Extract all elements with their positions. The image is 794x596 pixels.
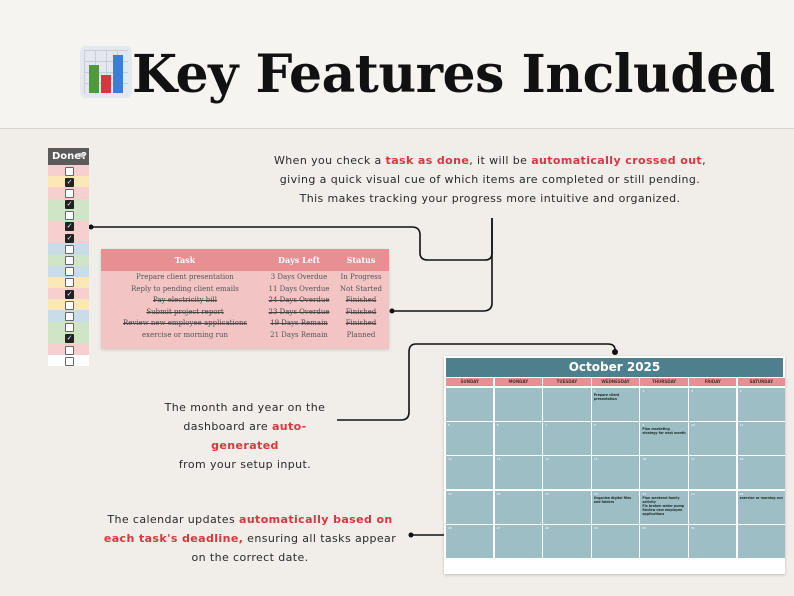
calendar-day-cell[interactable] — [495, 525, 542, 558]
calendar-date-number: 20 — [496, 491, 501, 496]
calendar-date-number: 4 — [739, 389, 742, 393]
header-days-left: Days Left — [278, 255, 320, 265]
calendar-date-number: 30 — [642, 525, 647, 530]
calendar-day-cell[interactable] — [640, 422, 687, 455]
calendar-date-number: 17 — [691, 457, 695, 462]
done-checkbox[interactable] — [65, 301, 74, 310]
done-checkbox[interactable]: ✓ — [66, 233, 73, 242]
auto-generated-description: The month and year on the dashboard are auto-generated from your setup input. — [164, 401, 326, 471]
header-task: Task — [174, 255, 196, 265]
calendar-event: Plan weekend family activity Fix broken water pump Review new employee applications — [642, 495, 685, 516]
cell-days: 24 Days Overdue — [268, 296, 330, 305]
cell-task: exercise or morning run — [141, 331, 228, 339]
checkbox-row — [48, 176, 89, 187]
calendar-day-header: SUNDAY — [446, 378, 493, 386]
done-checkbox[interactable]: ✓ — [66, 200, 73, 209]
cell-days: 3 Days Overdue — [270, 273, 328, 281]
calendar-day-header: SATURDAY — [738, 378, 785, 386]
calendar-day-cell[interactable] — [543, 456, 590, 489]
calendar-event: Organize digital files and folders — [593, 495, 632, 504]
calendar-day-cell[interactable] — [689, 491, 736, 524]
checkbox-row — [48, 243, 89, 254]
calendar-day-cell[interactable] — [640, 491, 687, 524]
table-row — [101, 284, 389, 296]
calendar-day-cell[interactable] — [495, 491, 542, 524]
cell-status: Finished — [345, 307, 377, 316]
done-checkbox[interactable] — [65, 312, 74, 321]
calendar-date-number: 19 — [448, 491, 452, 496]
calendar-day-cell[interactable] — [592, 491, 639, 524]
task-table-header — [101, 249, 389, 271]
checkbox-row — [48, 355, 89, 366]
calendar-date-number: 10 — [691, 423, 695, 428]
calendar-date-number: 13 — [496, 457, 501, 462]
done-column-header: Done? — [48, 148, 89, 165]
checkbox-row — [48, 210, 89, 221]
header-status: Status — [346, 255, 376, 265]
calendar-day-cell[interactable] — [689, 388, 736, 421]
calendar-event: exercise or morning run — [739, 495, 783, 500]
cell-task: Submit project report — [146, 307, 224, 316]
checkbox-row — [48, 299, 89, 310]
calendar-date-number: 14 — [545, 457, 550, 462]
done-checkbox[interactable] — [65, 256, 74, 265]
calendar-date-number: 6 — [496, 423, 499, 428]
checkbox-row — [48, 288, 89, 299]
calendar-day-cell[interactable] — [446, 525, 493, 558]
calendar-date-number: 26 — [448, 525, 452, 530]
calendar-date-number: 15 — [593, 457, 598, 462]
calendar-day-cell[interactable] — [738, 491, 785, 524]
calendar-day-cell[interactable] — [738, 422, 785, 455]
calendar-day-header: TUESDAY — [543, 378, 590, 386]
checkbox-row — [48, 199, 89, 210]
calendar-date-number: 1 — [593, 389, 596, 393]
table-row — [101, 272, 389, 284]
calendar-day-header: THURSDAY — [640, 378, 687, 386]
calendar-day-cell[interactable] — [640, 525, 687, 558]
calendar-date-number: 11 — [739, 423, 744, 428]
calendar-update-description: The calendar updates automatically based on each task's deadline, ensuring all tasks appear on the correct date. — [103, 513, 397, 564]
calendar-day-cell[interactable] — [543, 388, 590, 421]
calendar-date-number: 8 — [593, 423, 596, 428]
checkbox-row — [48, 344, 89, 355]
table-row — [101, 295, 389, 307]
checkbox-row — [48, 165, 89, 176]
calendar-date-number: 23 — [642, 491, 647, 496]
cell-status: Not Started — [340, 284, 382, 293]
done-checkbox[interactable] — [65, 357, 74, 366]
calendar-day-cell[interactable] — [738, 456, 785, 489]
crossed-out-description: When you check a task as done, it will be automatically crossed out, giving a quick visual cue of which items are completed or still pending. This makes tracking your progress more intuitive and organized. — [274, 154, 706, 205]
calendar-event: Plan marketing strategy for next month — [642, 427, 686, 436]
calendar-title: October 2025 — [446, 358, 783, 377]
calendar-day-cell[interactable] — [446, 388, 493, 421]
done-checkbox[interactable] — [65, 346, 74, 355]
calendar-day-cell[interactable] — [592, 422, 639, 455]
calendar-day-cell[interactable] — [495, 422, 542, 455]
calendar-date-number: 18 — [739, 457, 744, 462]
checkbox-row — [48, 322, 89, 333]
done-checkbox[interactable]: ✓ — [66, 334, 73, 343]
checkbox-row — [48, 187, 89, 198]
calendar-day-cell[interactable] — [446, 491, 493, 524]
done-checkbox[interactable] — [65, 323, 74, 332]
cell-task: Reply to pending client emails — [131, 284, 239, 293]
done-checkbox[interactable] — [65, 211, 74, 220]
calendar-day-header: WEDNESDAY — [592, 378, 639, 386]
calendar-day-cell[interactable] — [446, 422, 493, 455]
checkbox-row — [48, 310, 89, 321]
cell-status: Finished — [345, 296, 377, 305]
cell-task: Pay electricity bill — [153, 296, 217, 305]
calendar-date-number: 31 — [691, 525, 695, 530]
calendar-day-cell[interactable] — [689, 456, 736, 489]
done-checkbox-column — [48, 148, 89, 366]
calendar-day-cell[interactable] — [495, 456, 542, 489]
table-row — [101, 318, 389, 330]
done-checkbox[interactable] — [65, 267, 74, 276]
calendar-day-cell[interactable] — [738, 388, 785, 421]
calendar-day-cell[interactable] — [592, 525, 639, 558]
cell-task: Review new employee applications — [122, 319, 248, 328]
calendar-day-cell[interactable] — [640, 388, 687, 421]
calendar-day-cell[interactable] — [446, 456, 493, 489]
done-checkbox[interactable]: ✓ — [66, 222, 73, 231]
cell-status: Finished — [345, 319, 377, 328]
task-table — [101, 249, 389, 349]
checkbox-row — [48, 255, 89, 266]
calendar — [444, 356, 785, 574]
cell-status: Planned — [346, 331, 376, 339]
calendar-date-number: 16 — [642, 457, 647, 462]
done-checkbox[interactable] — [65, 278, 74, 287]
cell-days: 19 Days Remain — [270, 319, 328, 328]
cell-days: 23 Days Overdue — [268, 307, 330, 316]
done-checkbox[interactable] — [65, 245, 74, 254]
calendar-day-cell[interactable] — [689, 422, 736, 455]
calendar-day-cell[interactable] — [640, 456, 687, 489]
cell-days: 21 Days Remain — [270, 331, 328, 339]
table-row — [101, 330, 389, 342]
calendar-date-number: 7 — [545, 423, 548, 428]
calendar-day-header: FRIDAY — [689, 378, 736, 386]
checkbox-row — [48, 277, 89, 288]
checkbox-row — [48, 221, 89, 232]
calendar-date-number: 3 — [691, 389, 693, 393]
calendar-date-number: 22 — [593, 491, 598, 496]
calendar-day-cell[interactable] — [543, 422, 590, 455]
cell-status: In Progress — [340, 273, 382, 281]
calendar-date-number: 21 — [545, 491, 550, 496]
done-checkbox[interactable]: ✓ — [66, 289, 73, 298]
page-title: Key Features Included — [132, 44, 775, 105]
calendar-date-number: 12 — [448, 457, 452, 462]
calendar-date-number: 25 — [739, 491, 744, 496]
cell-task: Prepare client presentation — [136, 273, 234, 281]
calendar-date-number: 2 — [642, 389, 645, 393]
calendar-date-number: 9 — [642, 423, 645, 428]
table-row — [101, 307, 389, 319]
checkbox-row — [48, 333, 89, 344]
cell-days: 11 Days Overdue — [268, 284, 330, 293]
filter-icon[interactable] — [78, 153, 86, 158]
done-checkbox[interactable]: ✓ — [66, 177, 73, 186]
done-checkbox[interactable] — [65, 167, 74, 176]
checkbox-row — [48, 266, 89, 277]
calendar-date-number: 29 — [593, 525, 598, 530]
calendar-day-cell[interactable] — [689, 525, 736, 558]
calendar-date-number: 5 — [448, 423, 450, 428]
checkbox-row — [48, 232, 89, 243]
calendar-date-number: 27 — [496, 525, 501, 530]
calendar-day-cell[interactable] — [543, 491, 590, 524]
calendar-date-number: 24 — [691, 491, 695, 496]
done-checkbox[interactable] — [65, 189, 74, 198]
calendar-event: Prepare client presentation — [593, 393, 620, 401]
calendar-date-number: 28 — [545, 525, 550, 530]
calendar-day-cell[interactable] — [543, 525, 590, 558]
calendar-day-cell[interactable] — [592, 456, 639, 489]
calendar-day-cell[interactable] — [495, 388, 542, 421]
calendar-day-cell[interactable] — [738, 525, 785, 558]
calendar-day-header: MONDAY — [495, 378, 542, 386]
calendar-day-cell[interactable] — [592, 388, 639, 421]
